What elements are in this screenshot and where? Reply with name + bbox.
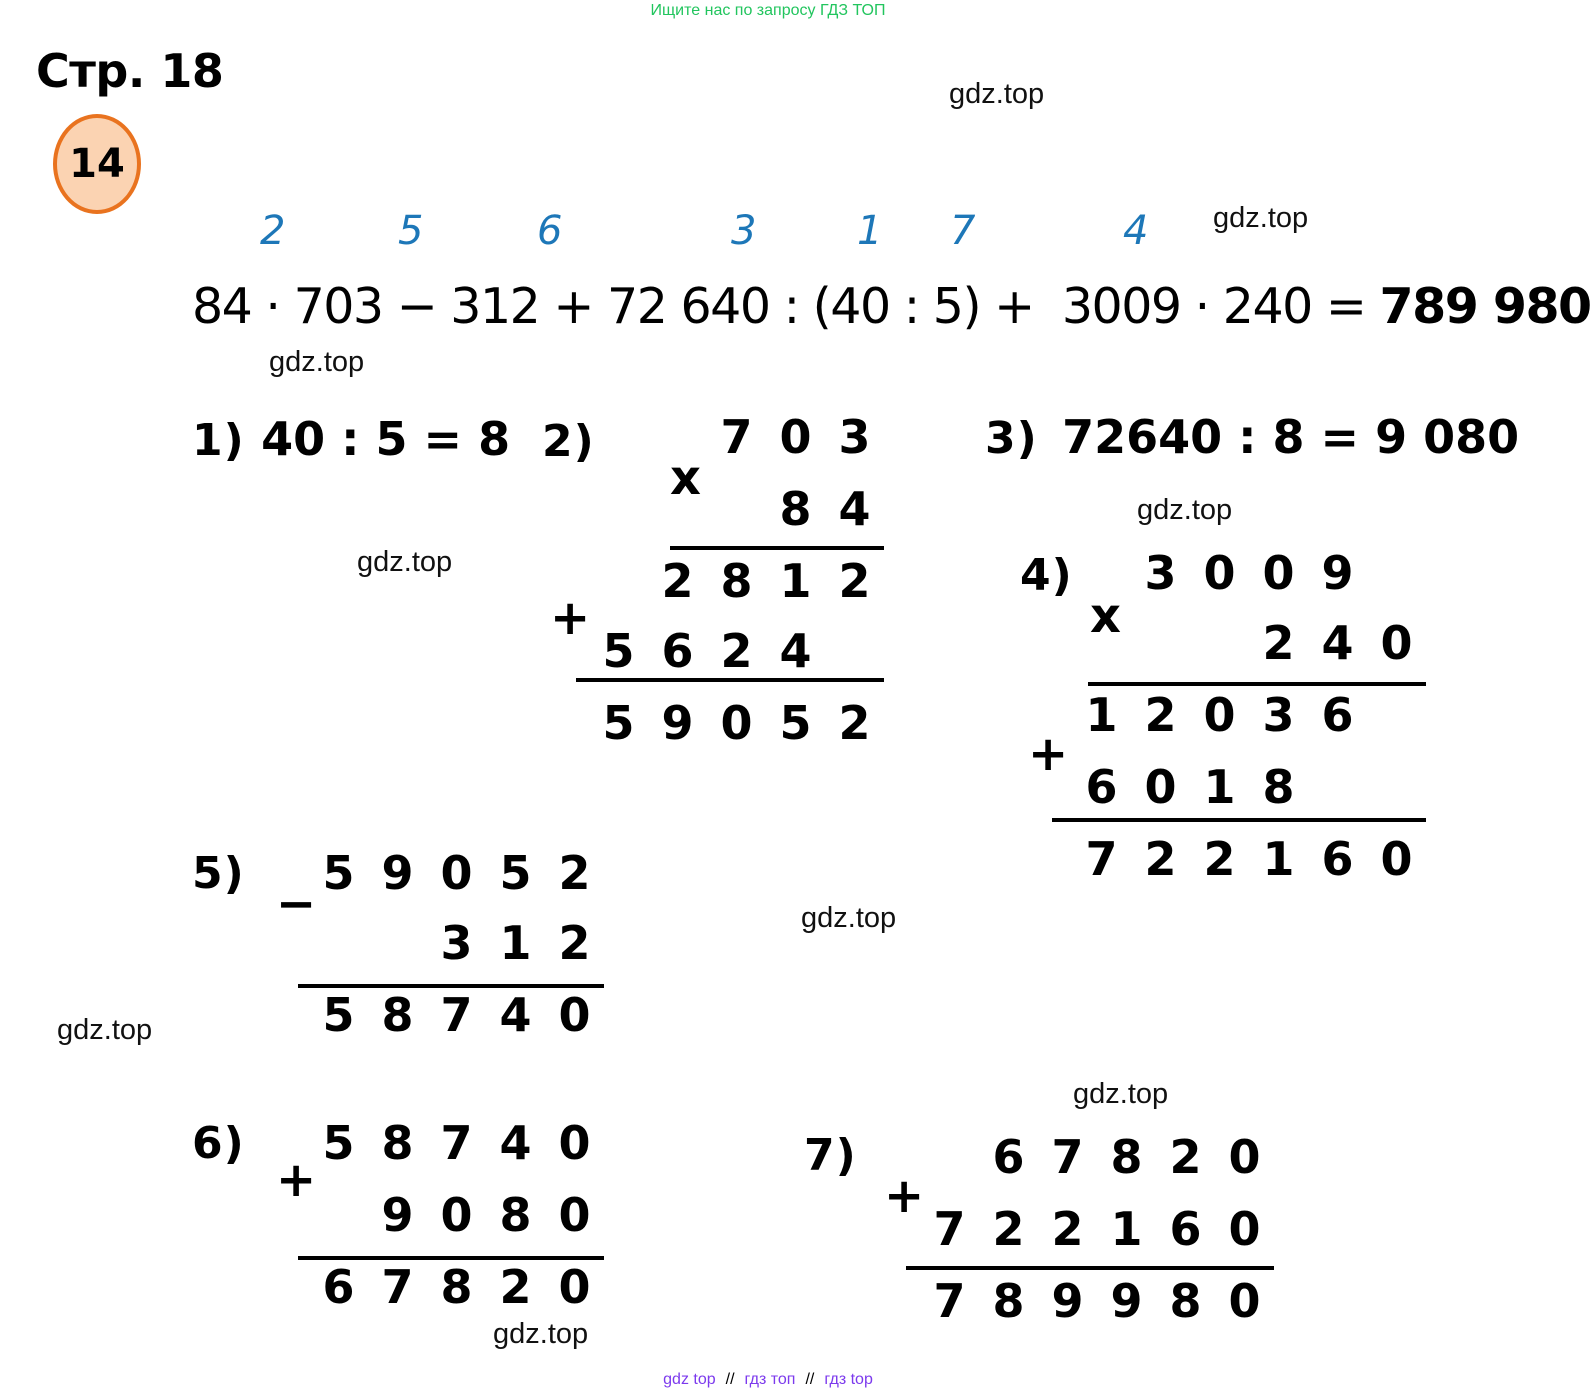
- step-2-column: [550, 410, 884, 760]
- top-banner: Ищите нас по запросу ГДЗ ТОП: [650, 2, 886, 19]
- digit: 2: [720, 624, 753, 678]
- digit: 0: [558, 1188, 591, 1242]
- footer-link[interactable]: гдз топ: [744, 1371, 796, 1388]
- page-title: Стр. 18: [36, 44, 224, 98]
- step-7-column: [884, 1130, 1274, 1330]
- footer-separator: //: [725, 1371, 735, 1388]
- digit: 5: [322, 988, 355, 1042]
- digit: 5: [322, 1116, 355, 1170]
- digit: 6: [322, 1260, 355, 1314]
- digit: 3: [1262, 688, 1295, 742]
- plus-sign: +: [276, 1152, 317, 1208]
- digit: 0: [1262, 546, 1295, 600]
- digit: 8: [992, 1274, 1025, 1328]
- digit: 4: [838, 482, 871, 536]
- step-label: 6): [192, 1118, 245, 1169]
- row: [589, 624, 825, 678]
- minus-sign: −: [276, 876, 317, 932]
- digit: 0: [1144, 760, 1177, 814]
- digit: 1: [779, 554, 812, 608]
- digit: 0: [779, 410, 812, 464]
- task-number: 14: [69, 141, 125, 187]
- digit: 1: [1110, 1202, 1143, 1256]
- footer-separator: //: [805, 1371, 815, 1388]
- step-4-column: [1028, 546, 1426, 896]
- watermark: gdz.top: [1137, 494, 1233, 526]
- digit: 0: [1380, 616, 1413, 670]
- expression-result: 789 980: [1379, 278, 1591, 335]
- digit: 7: [720, 410, 753, 464]
- row: [427, 916, 604, 970]
- divider-line: [670, 546, 884, 550]
- digit: 4: [499, 988, 532, 1042]
- digit: 0: [558, 1260, 591, 1314]
- row: [1072, 760, 1308, 814]
- digit: 3: [440, 916, 473, 970]
- digit: 2: [558, 916, 591, 970]
- digit: 5: [602, 696, 635, 750]
- row: [1072, 832, 1426, 886]
- digit: 4: [499, 1116, 532, 1170]
- digit: 0: [558, 1116, 591, 1170]
- row: [309, 988, 604, 1042]
- digit: 8: [1262, 760, 1295, 814]
- row: [309, 1116, 604, 1170]
- step-label: 7): [804, 1130, 857, 1181]
- step-label: 5): [192, 848, 245, 899]
- digit: 2: [1051, 1202, 1084, 1256]
- digit: 2: [1144, 832, 1177, 886]
- row: [309, 846, 604, 900]
- row: [589, 696, 884, 750]
- digit: 3: [838, 410, 871, 464]
- digit: 9: [1321, 546, 1354, 600]
- digit: 2: [838, 696, 871, 750]
- digit: 9: [381, 846, 414, 900]
- digit: 5: [499, 846, 532, 900]
- row: [979, 1130, 1274, 1184]
- digit: 7: [440, 1116, 473, 1170]
- digit: 1: [1085, 688, 1118, 742]
- digit: 5: [779, 696, 812, 750]
- digit: 0: [558, 988, 591, 1042]
- digit: 8: [779, 482, 812, 536]
- watermark: gdz.top: [357, 546, 453, 578]
- step-5-column: [276, 846, 604, 1046]
- plus-sign: +: [1028, 726, 1069, 782]
- digit: 8: [381, 988, 414, 1042]
- step-6-column: [276, 1116, 604, 1316]
- watermark: gdz.top: [493, 1318, 589, 1350]
- digit: 6: [1169, 1202, 1202, 1256]
- digit: 8: [499, 1188, 532, 1242]
- digit: 0: [1203, 546, 1236, 600]
- digit: 2: [1262, 616, 1295, 670]
- digit: 2: [499, 1260, 532, 1314]
- digit: 6: [1321, 688, 1354, 742]
- watermark: gdz.top: [57, 1014, 153, 1046]
- digit: 7: [381, 1260, 414, 1314]
- row: [766, 482, 884, 536]
- step-equation: 40 : 5 = 8: [261, 412, 511, 466]
- digit: 0: [1228, 1274, 1261, 1328]
- order-number: 6: [537, 208, 563, 254]
- divider-line: [906, 1266, 1274, 1270]
- digit: 0: [440, 846, 473, 900]
- task-number-badge: [53, 114, 141, 214]
- divider-line: [576, 678, 884, 682]
- multiply-sign: x: [670, 450, 701, 506]
- order-number: 4: [1123, 208, 1149, 254]
- digit: 3: [1144, 546, 1177, 600]
- watermark: gdz.top: [949, 78, 1045, 110]
- digit: 1: [499, 916, 532, 970]
- digit: 2: [661, 554, 694, 608]
- main-expression: [192, 278, 1591, 335]
- digit: 7: [440, 988, 473, 1042]
- expression-text: 84 · 703 − 312 + 72 640 : (40 : 5) + 3009 · 240 =: [192, 278, 1380, 335]
- digit: 5: [322, 846, 355, 900]
- footer-link[interactable]: gdz top: [663, 1371, 716, 1388]
- digit: 0: [1203, 688, 1236, 742]
- row: [368, 1188, 604, 1242]
- plus-sign: +: [884, 1168, 925, 1224]
- row: [920, 1202, 1274, 1256]
- digit: 0: [440, 1188, 473, 1242]
- row: [920, 1274, 1274, 1328]
- digit: 1: [1262, 832, 1295, 886]
- digit: 9: [661, 696, 694, 750]
- digit: 0: [1228, 1130, 1261, 1184]
- digit: 8: [440, 1260, 473, 1314]
- digit: 1: [1203, 760, 1236, 814]
- digit: 4: [779, 624, 812, 678]
- digit: 9: [1051, 1274, 1084, 1328]
- digit: 8: [381, 1116, 414, 1170]
- watermark: gdz.top: [1073, 1078, 1169, 1110]
- watermark: gdz.top: [269, 346, 365, 378]
- digit: 8: [1110, 1130, 1143, 1184]
- digit: 7: [1051, 1130, 1084, 1184]
- row: [1249, 616, 1426, 670]
- digit: 0: [1380, 832, 1413, 886]
- step-1: [192, 412, 510, 466]
- digit: 7: [933, 1274, 966, 1328]
- row: [309, 1260, 604, 1314]
- digit: 8: [720, 554, 753, 608]
- digit: 2: [1144, 688, 1177, 742]
- order-number: 3: [731, 208, 757, 254]
- divider-line: [1052, 818, 1426, 822]
- order-number: 5: [398, 208, 424, 254]
- step-label: 2): [542, 416, 595, 467]
- digit: 2: [1169, 1130, 1202, 1184]
- row: [707, 410, 884, 464]
- row: [1131, 546, 1367, 600]
- footer: [0, 1371, 1536, 1389]
- step-equation: 72640 : 8 = 9 080: [1062, 410, 1520, 464]
- step-label: 4): [1020, 550, 1073, 601]
- digit: 6: [661, 624, 694, 678]
- step-3: [985, 410, 1519, 464]
- digit: 2: [1203, 832, 1236, 886]
- digit: 9: [381, 1188, 414, 1242]
- digit: 7: [1085, 832, 1118, 886]
- order-number: 1: [857, 208, 883, 254]
- digit: 8: [1169, 1274, 1202, 1328]
- watermark: gdz.top: [1213, 202, 1309, 234]
- footer-link[interactable]: гдз top: [824, 1371, 873, 1388]
- digit: 6: [992, 1130, 1025, 1184]
- digit: 9: [1110, 1274, 1143, 1328]
- digit: 5: [602, 624, 635, 678]
- order-number: 2: [260, 208, 286, 254]
- digit: 2: [838, 554, 871, 608]
- divider-line: [1088, 682, 1426, 686]
- digit: 4: [1321, 616, 1354, 670]
- multiply-sign: x: [1090, 588, 1121, 644]
- plus-sign: +: [550, 590, 591, 646]
- digit: 6: [1321, 832, 1354, 886]
- digit: 0: [1228, 1202, 1261, 1256]
- step-label: 3): [985, 413, 1038, 464]
- step-label: 1): [192, 415, 245, 466]
- digit: 0: [720, 696, 753, 750]
- row: [1072, 688, 1367, 742]
- digit: 6: [1085, 760, 1118, 814]
- watermark: gdz.top: [801, 902, 897, 934]
- digit: 7: [933, 1202, 966, 1256]
- digit: 2: [992, 1202, 1025, 1256]
- digit: 2: [558, 846, 591, 900]
- order-number: 7: [950, 208, 976, 254]
- row: [648, 554, 884, 608]
